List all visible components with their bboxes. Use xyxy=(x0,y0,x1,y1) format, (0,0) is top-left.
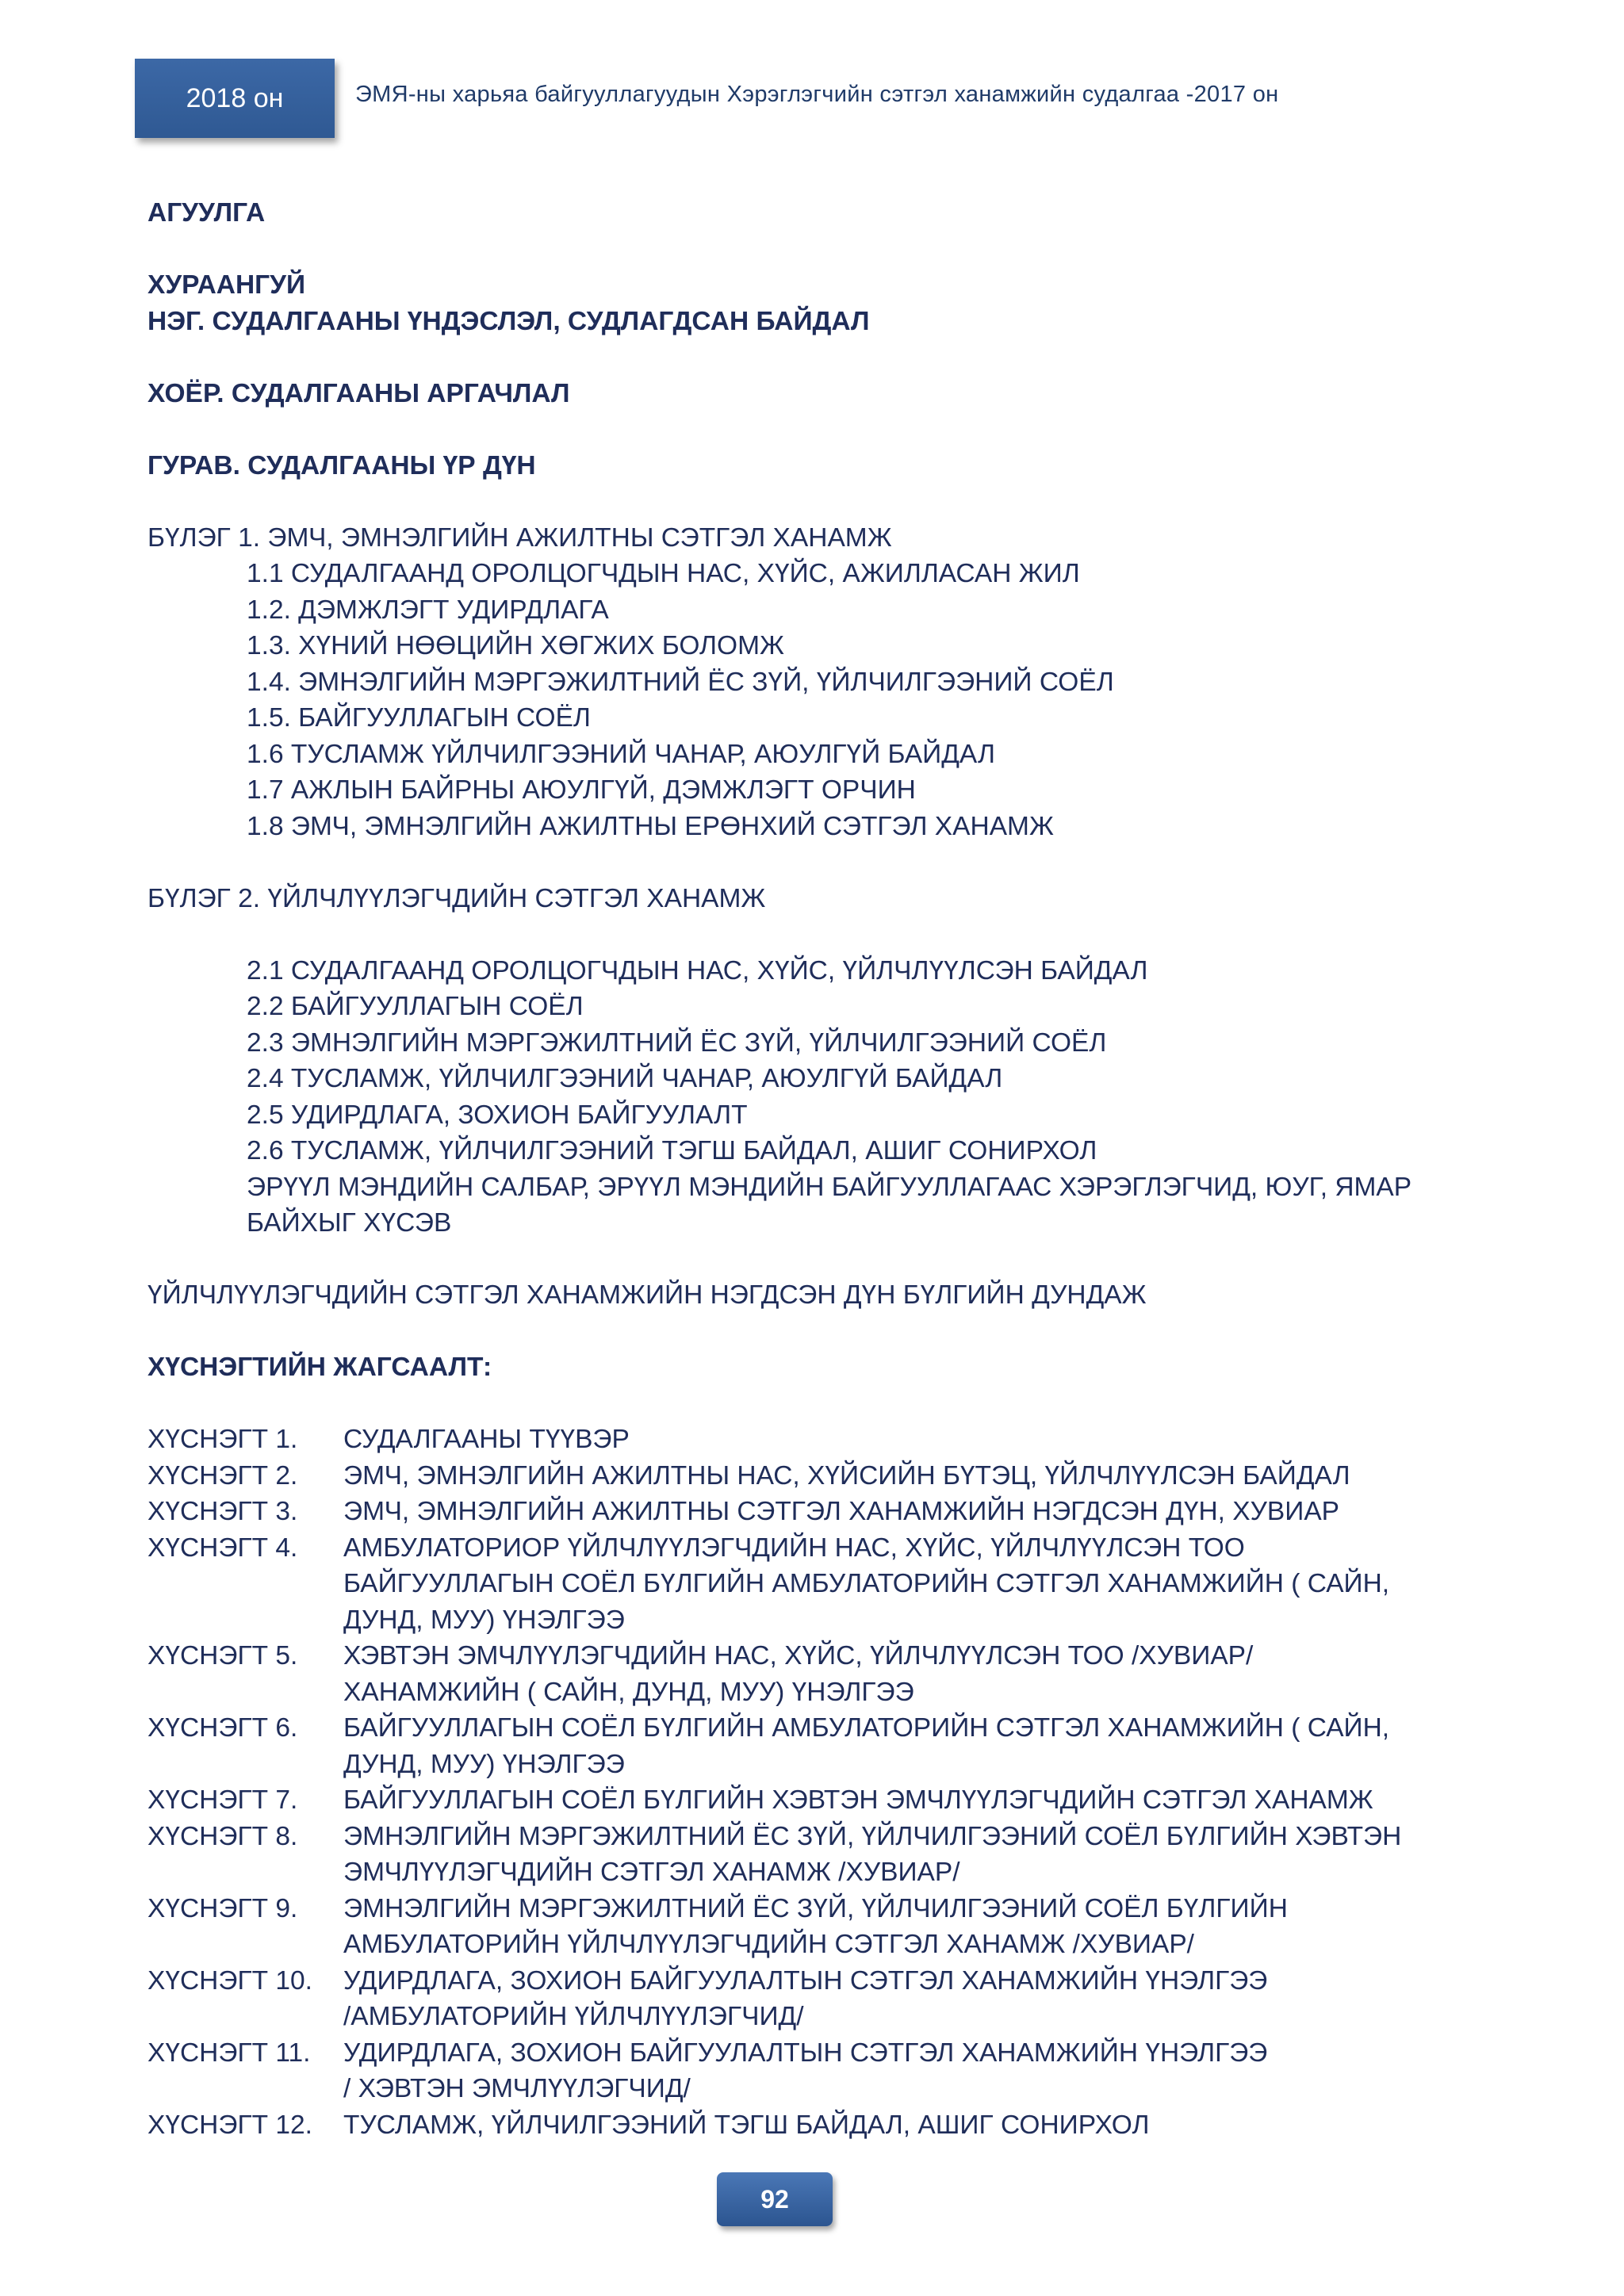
tables-heading: ХҮСНЭГТИЙН ЖАГСААЛТ: xyxy=(147,1353,492,1382)
chapter-2-item: 2.4 ТУСЛАМЖ, ҮЙЛЧИЛГЭЭНИЙ ЧАНАР, АЮУЛГҮЙ БАЙДАЛ xyxy=(247,1064,1003,1093)
toc-overall: ҮЙЛЧЛҮҮЛЭГЧДИЙН СЭТГЭЛ ХАНАМЖИЙН НЭГДСЭН ДҮН БҮЛГИЙН ДУНДАЖ xyxy=(147,1280,1147,1310)
table-label: ХҮСНЭГТ 11. xyxy=(147,2038,311,2068)
table-list-item xyxy=(147,1494,1480,1530)
table-title-line: ЭМНЭЛГИЙН МЭРГЭЖИЛТНИЙ ЁС ЗҮЙ, ҮЙЛЧИЛГЭЭНИЙ СОЁЛ БҮЛГИЙН xyxy=(343,1893,1288,1923)
table-title-line: ТУСЛАМЖ, ҮЙЛЧИЛГЭЭНИЙ ТЭГШ БАЙДАЛ, АШИГ СОНИРХОЛ xyxy=(343,2110,1150,2140)
table-title-line: АМБУЛАТОРИОР ҮЙЛЧЛҮҮЛЭГЧДИЙН НАС, ХҮЙС, ҮЙЛЧЛҮҮЛСЭН ТОО xyxy=(343,1533,1245,1563)
table-title-line: БАЙГУУЛЛАГЫН СОЁЛ БҮЛГИЙН ХЭВТЭН ЭМЧЛҮҮЛЭГЧДИЙН СЭТГЭЛ ХАНАМЖ xyxy=(343,1785,1373,1815)
toc-part-3: ГУРАВ. СУДАЛГААНЫ ҮР ДҮН xyxy=(147,450,536,480)
table-list-item xyxy=(147,1638,1480,1710)
chapter-1-item: 1.3. ХҮНИЙ НӨӨЦИЙН ХӨГЖИХ БОЛОМЖ xyxy=(247,631,784,660)
chapter-1-item: 1.1 СУДАЛГААНД ОРОЛЦОГЧДЫН НАС, ХҮЙС, АЖИЛЛАСАН ЖИЛ xyxy=(247,559,1080,588)
table-label: ХҮСНЭГТ 9. xyxy=(147,1893,298,1923)
table-title-line: БАЙГУУЛЛАГЫН СОЁЛ БҮЛГИЙН АМБУЛАТОРИЙН СЭТГЭЛ ХАНАМЖИЙН ( САЙН, xyxy=(343,1569,1390,1598)
table-title-line: ЭМЧ, ЭМНЭЛГИЙН АЖИЛТНЫ СЭТГЭЛ ХАНАМЖИЙН НЭГДСЭН ДҮН, ХУВИАР xyxy=(343,1497,1340,1526)
toc-summary: ХУРААНГУЙ xyxy=(147,270,306,300)
table-label: ХҮСНЭГТ 2. xyxy=(147,1460,298,1490)
toc-part-1: НЭГ. СУДАЛГААНЫ ҮНДЭСЛЭЛ, СУДЛАГДСАН БАЙДАЛ xyxy=(147,306,870,336)
table-title-line: / ХЭВТЭН ЭМЧЛҮҮЛЭГЧИД/ xyxy=(343,2074,691,2103)
toc-part-2: ХОЁР. СУДАЛГААНЫ АРГАЧЛАЛ xyxy=(147,378,570,408)
chapter-2-item: 2.5 УДИРДЛАГА, ЗОХИОН БАЙГУУЛАЛТ xyxy=(247,1100,748,1130)
table-list-item xyxy=(147,1891,1480,1963)
table-label: ХҮСНЭГТ 12. xyxy=(147,2110,312,2140)
page-number xyxy=(717,2172,833,2226)
table-label: ХҮСНЭГТ 3. xyxy=(147,1497,298,1526)
chapter-1-item: 1.2. ДЭМЖЛЭГТ УДИРДЛАГА xyxy=(247,595,609,625)
chapter-1-item: 1.6 ТУСЛАМЖ ҮЙЛЧИЛГЭЭНИЙ ЧАНАР, АЮУЛГҮЙ БАЙДАЛ xyxy=(247,739,995,769)
table-title-line: УДИРДЛАГА, ЗОХИОН БАЙГУУЛАЛТЫН СЭТГЭЛ ХАНАМЖИЙН ҮНЭЛГЭЭ xyxy=(343,2038,1268,2068)
chapter-2-item: 2.1 СУДАЛГААНД ОРОЛЦОГЧДЫН НАС, ХҮЙС, ҮЙЛЧЛҮҮЛСЭН БАЙДАЛ xyxy=(247,955,1148,985)
table-label: ХҮСНЭГТ 6. xyxy=(147,1713,298,1743)
chapter-1-item: 1.4. ЭМНЭЛГИЙН МЭРГЭЖИЛТНИЙ ЁС ЗҮЙ, ҮЙЛЧИЛГЭЭНИЙ СОЁЛ xyxy=(247,667,1114,697)
table-title-line: ДУНД, МУУ) ҮНЭЛГЭЭ xyxy=(343,1605,625,1635)
table-title-line: СУДАЛГААНЫ ТҮҮВЭР xyxy=(343,1425,630,1454)
table-title-line: ЭМНЭЛГИЙН МЭРГЭЖИЛТНИЙ ЁС ЗҮЙ, ҮЙЛЧИЛГЭЭНИЙ СОЁЛ БҮЛГИЙН ХЭВТЭН xyxy=(343,1821,1402,1851)
document-body xyxy=(147,195,1480,2143)
header-title: ЭМЯ-ны харьяа байгууллагуудын Хэрэглэгчийн сэтгэл ханамжийн судалгаа -2017 он xyxy=(355,82,1279,107)
table-label: ХҮСНЭГТ 4. xyxy=(147,1533,298,1563)
table-title-line: ЭМЧ, ЭМНЭЛГИЙН АЖИЛТНЫ НАС, ХҮЙСИЙН БҮТЭЦ, ҮЙЛЧЛҮҮЛСЭН БАЙДАЛ xyxy=(343,1460,1350,1490)
chapter-1-item: 1.8 ЭМЧ, ЭМНЭЛГИЙН АЖИЛТНЫ ЕРӨНХИЙ СЭТГЭЛ ХАНАМЖ xyxy=(247,811,1054,841)
table-title-line: БАЙГУУЛЛАГЫН СОЁЛ БҮЛГИЙН АМБУЛАТОРИЙН СЭТГЭЛ ХАНАМЖИЙН ( САЙН, xyxy=(343,1713,1390,1743)
table-label: ХҮСНЭГТ 7. xyxy=(147,1785,298,1815)
chapter-2-extra-line: БАЙХЫГ ХҮСЭВ xyxy=(247,1208,452,1238)
chapter-1-item: 1.5. БАЙГУУЛЛАГЫН СОЁЛ xyxy=(247,703,591,733)
chapter-2-title: БҮЛЭГ 2. ҮЙЛЧЛҮҮЛЭГЧДИЙН СЭТГЭЛ ХАНАМЖ xyxy=(147,883,766,913)
table-title-line: ХАНАМЖИЙН ( САЙН, ДУНД, МУУ) ҮНЭЛГЭЭ xyxy=(343,1677,914,1707)
table-list-item xyxy=(147,1422,1480,1458)
table-title-line: УДИРДЛАГА, ЗОХИОН БАЙГУУЛАЛТЫН СЭТГЭЛ ХАНАМЖИЙН ҮНЭЛГЭЭ xyxy=(343,1965,1268,1996)
year-badge xyxy=(135,59,335,138)
table-title-line: АМБУЛАТОРИЙН ҮЙЛЧЛҮҮЛЭГЧДИЙН СЭТГЭЛ ХАНАМЖ /ХУВИАР/ xyxy=(343,1930,1194,1959)
table-list-item xyxy=(147,1530,1480,1639)
table-list-item xyxy=(147,1710,1480,1782)
table-title-line: ЭМЧЛҮҮЛЭГЧДИЙН СЭТГЭЛ ХАНАМЖ /ХУВИАР/ xyxy=(343,1858,960,1887)
table-label: ХҮСНЭГТ 5. xyxy=(147,1641,298,1670)
toc-heading: АГУУЛГА xyxy=(147,198,266,228)
table-list-item xyxy=(147,1458,1480,1494)
table-list-item xyxy=(147,1963,1480,2035)
page-number-label: 92 xyxy=(760,2184,789,2214)
table-list-item xyxy=(147,1819,1480,1891)
table-label: ХҮСНЭГТ 8. xyxy=(147,1821,298,1851)
table-list-item xyxy=(147,2107,1480,2144)
chapter-2-item: 2.6 ТУСЛАМЖ, ҮЙЛЧИЛГЭЭНИЙ ТЭГШ БАЙДАЛ, АШИГ СОНИРХОЛ xyxy=(247,1136,1097,1165)
table-label: ХҮСНЭГТ 1. xyxy=(147,1425,298,1454)
table-title-line: /АМБУЛАТОРИЙН ҮЙЛЧЛҮҮЛЭГЧИД/ xyxy=(343,2002,804,2031)
table-list-item xyxy=(147,2035,1480,2107)
year-badge-label: 2018 он xyxy=(186,82,284,113)
chapter-2-item: 2.2 БАЙГУУЛЛАГЫН СОЁЛ xyxy=(247,992,584,1021)
chapter-1-title: БҮЛЭГ 1. ЭМЧ, ЭМНЭЛГИЙН АЖИЛТНЫ СЭТГЭЛ ХАНАМЖ xyxy=(147,522,892,553)
table-title-line: ХЭВТЭН ЭМЧЛҮҮЛЭГЧДИЙН НАС, ХҮЙС, ҮЙЛЧЛҮҮЛСЭН ТОО /ХУВИАР/ xyxy=(343,1641,1254,1670)
table-title-line: ДУНД, МУУ) ҮНЭЛГЭЭ xyxy=(343,1749,625,1779)
chapter-2-extra-line: ЭРҮҮЛ МЭНДИЙН САЛБАР, ЭРҮҮЛ МЭНДИЙН БАЙГУУЛЛАГААС ХЭРЭГЛЭГЧИД, ЮУГ, ЯМАР xyxy=(247,1172,1412,1202)
table-label: ХҮСНЭГТ 10. xyxy=(147,1965,312,1996)
chapter-2-item: 2.3 ЭМНЭЛГИЙН МЭРГЭЖИЛТНИЙ ЁС ЗҮЙ, ҮЙЛЧИЛГЭЭНИЙ СОЁЛ xyxy=(247,1027,1107,1058)
chapter-1-item: 1.7 АЖЛЫН БАЙРНЫ АЮУЛГҮЙ, ДЭМЖЛЭГТ ОРЧИН xyxy=(247,775,916,805)
table-list-item xyxy=(147,1782,1480,1819)
